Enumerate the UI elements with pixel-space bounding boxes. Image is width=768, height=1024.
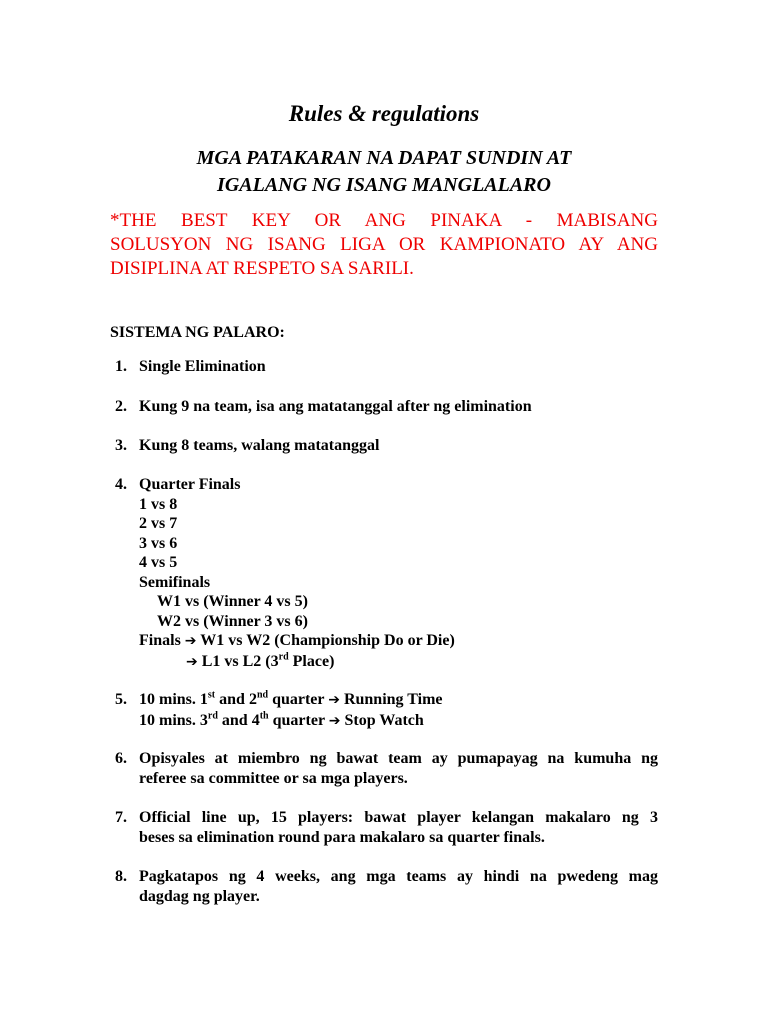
item-text: dagdag ng player. [139, 887, 260, 905]
item-number: 8. [115, 868, 127, 885]
ordinal-suffix: nd [256, 689, 269, 701]
item-text: Opisyales at miembro ng bawat team ay pumapayag na kumuha ng [139, 750, 658, 767]
quarter-finals-label: Quarter Finals [139, 476, 241, 493]
item-text: referee sa committee or sa mga players. [139, 769, 408, 787]
third-place-text: L1 vs L2 (3 [201, 652, 279, 670]
section-heading: SISTEMA NG PALARO: [110, 324, 285, 341]
item-text: Kung 9 na team, isa ang matatanggal after ng elimination [139, 398, 532, 415]
semifinal-matchup: W1 vs (Winner 4 vs 5) [157, 593, 308, 610]
timing-result: Running Time [343, 691, 443, 708]
matchup: 2 vs 7 [139, 515, 178, 532]
timing-result: Stop Watch [344, 711, 424, 729]
item-text: Pagkatapos ng 4 weeks, ang mga teams ay hindi na pwedeng mag [139, 868, 658, 885]
semifinals-label: Semifinals [139, 573, 211, 591]
ordinal-suffix: rd [207, 710, 218, 722]
item-number: 4. [115, 476, 127, 493]
timing-text: quarter [268, 691, 325, 708]
item-text: beses sa elimination round para makalaro sa quarter finals. [139, 828, 545, 846]
timing-text: and 4 [217, 711, 260, 729]
third-place-suffix: Place) [288, 652, 335, 670]
item-text: Kung 8 teams, walang matatanggal [139, 437, 380, 454]
ordinal-suffix: rd [278, 651, 289, 663]
item-number: 6. [115, 750, 127, 767]
matchup: 1 vs 8 [139, 495, 178, 513]
document-title: Rules & regulations [288, 101, 480, 126]
timing-text: 10 mins. 3 [139, 711, 208, 729]
right-arrow-icon: ➔ [184, 633, 197, 649]
note-line: SOLUSYON NG ISANG LIGA OR KAMPIONATO AY ANG [110, 234, 658, 255]
timing-text: and 2 [215, 691, 257, 708]
right-arrow-icon: ➔ [328, 692, 340, 708]
timing-text: quarter [268, 711, 325, 729]
ordinal-suffix: th [259, 710, 269, 722]
subtitle-line: MGA PATAKARAN NA DAPAT SUNDIN AT [196, 147, 572, 169]
third-place-row [139, 652, 658, 673]
matchup: 3 vs 6 [139, 534, 178, 552]
matchup: 4 vs 5 [139, 554, 178, 571]
finals-label: Finals [139, 632, 181, 649]
ordinal-suffix: st [207, 689, 216, 701]
timing-row [139, 711, 658, 732]
subtitle-line: IGALANG NG ISANG MANGLALARO [217, 174, 551, 196]
item-number: 2. [115, 398, 127, 415]
item-text: Single Elimination [139, 358, 266, 375]
timing-row [139, 690, 658, 711]
item-number: 7. [115, 809, 127, 826]
right-arrow-icon: ➔ [186, 653, 198, 670]
item-number: 1. [115, 358, 127, 375]
semifinal-matchup: W2 vs (Winner 3 vs 6) [157, 612, 308, 630]
note-line: DISIPLINA AT RESPETO SA SARILI. [110, 258, 414, 279]
note-line: *THE BEST KEY OR ANG PINAKA - MABISANG [110, 210, 658, 231]
timing-text: 10 mins. 1 [139, 691, 208, 708]
item-text: Official line up, 15 players: bawat player kelangan makalaro ng 3 [139, 809, 658, 826]
right-arrow-icon: ➔ [328, 712, 341, 729]
item-number: 3. [115, 437, 127, 454]
finals-text: W1 vs W2 (Championship Do or Die) [200, 632, 455, 649]
item-number: 5. [115, 691, 127, 708]
finals-row [139, 631, 658, 652]
